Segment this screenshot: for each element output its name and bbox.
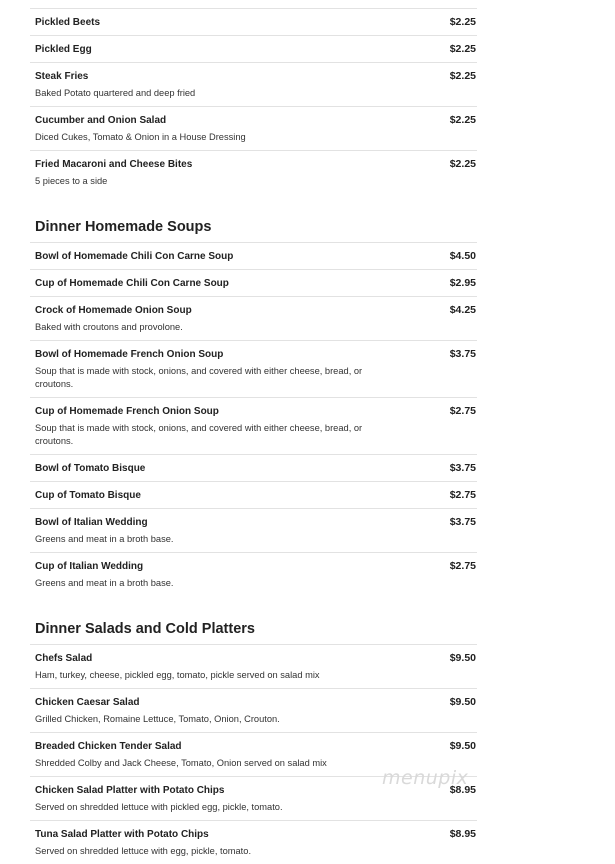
section-title: Dinner Homemade Soups: [35, 219, 212, 235]
item-price: $2.25: [449, 158, 476, 170]
item-price: $8.95: [449, 828, 476, 840]
item-description: Served on shredded lettuce with egg, pickle, tomato.: [35, 846, 252, 856]
menu-item: [30, 242, 477, 269]
item-price: $3.75: [449, 348, 476, 360]
item-price: $9.50: [449, 740, 476, 752]
menu-item: [30, 35, 477, 62]
item-description: Soup that is made with stock, onions, and covered with either cheese, bread, or croutons.: [35, 423, 363, 446]
item-description: Soup that is made with stock, onions, and covered with either cheese, bread, or croutons.: [35, 366, 363, 389]
item-description: Shredded Colby and Jack Cheese, Tomato, Onion served on salad mix: [35, 758, 327, 768]
menu-item: [30, 269, 477, 296]
menu-item: [30, 397, 477, 454]
item-name: Cup of Homemade Chili Con Carne Soup: [35, 278, 229, 289]
menu-item: [30, 340, 477, 397]
menupix-watermark: menupix: [382, 767, 469, 789]
item-price: $4.50: [449, 250, 476, 262]
item-description: Greens and meat in a broth base.: [35, 578, 174, 588]
menu-item: [30, 296, 477, 340]
item-name: Cup of Tomato Bisque: [35, 490, 141, 501]
item-name: Crock of Homemade Onion Soup: [35, 305, 192, 316]
item-name: Pickled Egg: [35, 44, 92, 55]
menu-item: [30, 508, 477, 552]
menu-item: [30, 820, 477, 864]
item-name: Bowl of Homemade Chili Con Carne Soup: [35, 251, 234, 262]
section-title: Dinner Salads and Cold Platters: [35, 621, 255, 637]
item-description: Diced Cukes, Tomato & Onion in a House Dressing: [35, 132, 246, 142]
item-price: $3.75: [449, 462, 476, 474]
item-description: 5 pieces to a side: [35, 176, 108, 186]
menu-item: [30, 688, 477, 732]
item-description: Baked with croutons and provolone.: [35, 322, 183, 332]
item-price: $2.95: [449, 277, 476, 289]
item-name: Pickled Beets: [35, 17, 101, 28]
item-price: $2.25: [449, 114, 476, 126]
item-price: $9.50: [449, 696, 476, 708]
item-name: Steak Fries: [35, 71, 89, 82]
item-name: Chicken Caesar Salad: [35, 697, 140, 708]
item-price: $2.75: [449, 560, 476, 572]
item-price: $2.25: [449, 43, 476, 55]
item-price: $3.75: [449, 516, 476, 528]
item-description: Baked Potato quartered and deep fried: [35, 88, 196, 98]
menu-item: [30, 150, 477, 194]
item-name: Bowl of Italian Wedding: [35, 517, 148, 528]
menu-item: [30, 454, 477, 481]
menu-item: [30, 62, 477, 106]
menu-item: [30, 8, 477, 35]
item-name: Chicken Salad Platter with Potato Chips: [35, 785, 225, 796]
item-name: Fried Macaroni and Cheese Bites: [35, 159, 193, 170]
item-description: Served on shredded lettuce with pickled egg, pickle, tomato.: [35, 802, 283, 812]
item-price: $2.25: [449, 16, 476, 28]
item-price: $2.75: [449, 405, 476, 417]
menu-item: [30, 106, 477, 150]
item-name: Bowl of Homemade French Onion Soup: [35, 349, 224, 360]
item-name: Bowl of Tomato Bisque: [35, 463, 146, 474]
item-price: $2.25: [449, 70, 476, 82]
item-name: Chefs Salad: [35, 653, 93, 664]
item-price: $9.50: [449, 652, 476, 664]
menu-item: [30, 481, 477, 508]
item-description: Ham, turkey, cheese, pickled egg, tomato, pickle served on salad mix: [35, 670, 320, 680]
menu-item: [30, 552, 477, 596]
item-name: Cup of Homemade French Onion Soup: [35, 406, 219, 417]
menu-list: [30, 8, 477, 864]
item-name: Tuna Salad Platter with Potato Chips: [35, 829, 209, 840]
menu-item: [30, 644, 477, 688]
item-description: Grilled Chicken, Romaine Lettuce, Tomato, Onion, Crouton.: [35, 714, 280, 724]
item-description: Greens and meat in a broth base.: [35, 534, 174, 544]
item-price: $8.95: [449, 784, 476, 796]
item-name: Cucumber and Onion Salad: [35, 115, 167, 126]
item-name: Cup of Italian Wedding: [35, 561, 144, 572]
item-price: $4.25: [449, 304, 476, 316]
item-name: Breaded Chicken Tender Salad: [35, 741, 182, 752]
item-price: $2.75: [449, 489, 476, 501]
